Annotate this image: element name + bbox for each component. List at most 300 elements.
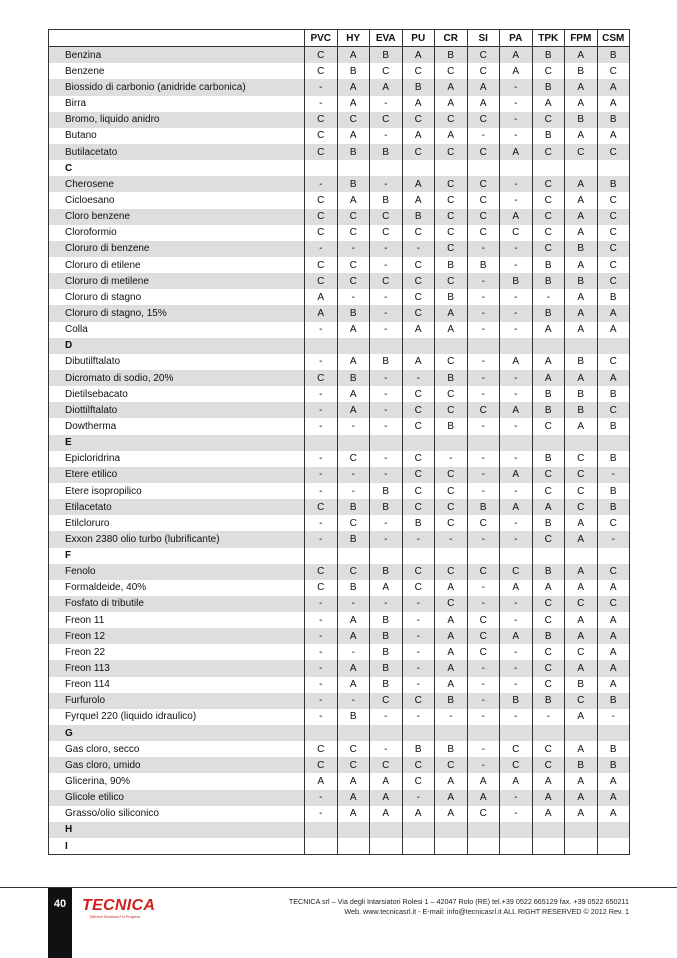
chemical-name: Cloruro di etilene xyxy=(49,257,305,273)
rating-pu: C xyxy=(402,112,435,128)
rating-pu: - xyxy=(402,709,435,725)
chemical-name: Glicerina, 90% xyxy=(49,773,305,789)
rating-csm: C xyxy=(597,225,630,241)
rating-hy: C xyxy=(337,451,370,467)
rating-fpm: A xyxy=(565,370,598,386)
empty-cell xyxy=(305,160,338,176)
rating-cr: A xyxy=(435,580,468,596)
rating-pa: A xyxy=(500,144,533,160)
rating-pvc: A xyxy=(305,289,338,305)
rating-si: - xyxy=(467,128,500,144)
rating-pvc: - xyxy=(305,515,338,531)
table-row xyxy=(49,273,630,289)
rating-cr: A xyxy=(435,96,468,112)
rating-fpm: B xyxy=(565,677,598,693)
rating-csm: C xyxy=(597,354,630,370)
header-tpk: TPK xyxy=(532,30,565,47)
rating-csm: A xyxy=(597,644,630,660)
rating-pa: B xyxy=(500,693,533,709)
rating-tpk: A xyxy=(532,499,565,515)
rating-cr: C xyxy=(435,515,468,531)
rating-pvc: - xyxy=(305,79,338,95)
rating-tpk: B xyxy=(532,451,565,467)
rating-hy: A xyxy=(337,790,370,806)
rating-tpk: C xyxy=(532,483,565,499)
header-cr: CR xyxy=(435,30,468,47)
rating-eva: B xyxy=(370,628,403,644)
empty-cell xyxy=(435,838,468,855)
rating-fpm: B xyxy=(565,273,598,289)
empty-cell xyxy=(402,160,435,176)
table-row xyxy=(49,144,630,160)
empty-cell xyxy=(597,822,630,838)
rating-fpm: C xyxy=(565,693,598,709)
rating-csm: A xyxy=(597,322,630,338)
rating-fpm: A xyxy=(565,531,598,547)
rating-si: C xyxy=(467,209,500,225)
table-row xyxy=(49,209,630,225)
empty-cell xyxy=(305,548,338,564)
rating-pa: - xyxy=(500,128,533,144)
rating-pvc: - xyxy=(305,693,338,709)
rating-pu: B xyxy=(402,79,435,95)
empty-cell xyxy=(467,160,500,176)
empty-cell xyxy=(435,338,468,354)
header-fpm: FPM xyxy=(565,30,598,47)
rating-si: A xyxy=(467,773,500,789)
rating-pu: B xyxy=(402,741,435,757)
rating-pvc: - xyxy=(305,531,338,547)
table-row xyxy=(49,644,630,660)
rating-fpm: A xyxy=(565,305,598,321)
rating-pu: C xyxy=(402,693,435,709)
rating-pa: C xyxy=(500,741,533,757)
rating-cr: B xyxy=(435,289,468,305)
empty-cell xyxy=(337,548,370,564)
empty-cell xyxy=(337,338,370,354)
rating-si: - xyxy=(467,467,500,483)
rating-csm: B xyxy=(597,757,630,773)
rating-fpm: B xyxy=(565,402,598,418)
rating-cr: C xyxy=(435,273,468,289)
rating-pvc: - xyxy=(305,402,338,418)
rating-cr: C xyxy=(435,241,468,257)
rating-eva: - xyxy=(370,386,403,402)
rating-pvc: - xyxy=(305,96,338,112)
rating-si: - xyxy=(467,370,500,386)
section-letter: G xyxy=(49,725,305,741)
rating-pa: - xyxy=(500,418,533,434)
rating-tpk: C xyxy=(532,596,565,612)
rating-pu: A xyxy=(402,354,435,370)
empty-cell xyxy=(435,435,468,451)
rating-pvc: - xyxy=(305,709,338,725)
rating-pa: A xyxy=(500,47,533,64)
rating-pvc: C xyxy=(305,63,338,79)
section-letter-row xyxy=(49,435,630,451)
empty-cell xyxy=(435,548,468,564)
rating-si: - xyxy=(467,677,500,693)
header-eva: EVA xyxy=(370,30,403,47)
rating-tpk: C xyxy=(532,612,565,628)
rating-pa: - xyxy=(500,289,533,305)
rating-fpm: A xyxy=(565,192,598,208)
rating-pvc: - xyxy=(305,176,338,192)
rating-eva: B xyxy=(370,499,403,515)
rating-eva: B xyxy=(370,660,403,676)
table-row xyxy=(49,128,630,144)
rating-fpm: A xyxy=(565,96,598,112)
chemical-name: Cloruro di benzene xyxy=(49,241,305,257)
rating-si: - xyxy=(467,709,500,725)
rating-si: C xyxy=(467,192,500,208)
rating-pu: C xyxy=(402,451,435,467)
chemical-name: Freon 11 xyxy=(49,612,305,628)
rating-cr: C xyxy=(435,63,468,79)
rating-si: - xyxy=(467,418,500,434)
rating-pu: A xyxy=(402,322,435,338)
rating-cr: A xyxy=(435,677,468,693)
section-letter: I xyxy=(49,838,305,855)
rating-cr: C xyxy=(435,402,468,418)
rating-tpk: C xyxy=(532,644,565,660)
rating-tpk: A xyxy=(532,322,565,338)
rating-si: A xyxy=(467,79,500,95)
rating-hy: A xyxy=(337,612,370,628)
rating-hy: A xyxy=(337,96,370,112)
rating-csm: B xyxy=(597,451,630,467)
table-row xyxy=(49,580,630,596)
rating-cr: A xyxy=(435,773,468,789)
empty-cell xyxy=(337,725,370,741)
rating-si: - xyxy=(467,305,500,321)
rating-csm: A xyxy=(597,79,630,95)
rating-fpm: A xyxy=(565,564,598,580)
rating-csm: C xyxy=(597,257,630,273)
rating-eva: - xyxy=(370,451,403,467)
table-row xyxy=(49,322,630,338)
rating-csm: B xyxy=(597,47,630,64)
rating-cr: C xyxy=(435,112,468,128)
rating-hy: B xyxy=(337,499,370,515)
rating-hy: C xyxy=(337,209,370,225)
rating-hy: A xyxy=(337,628,370,644)
rating-pu: C xyxy=(402,289,435,305)
rating-fpm: C xyxy=(565,483,598,499)
table-row xyxy=(49,628,630,644)
rating-tpk: B xyxy=(532,305,565,321)
rating-csm: C xyxy=(597,63,630,79)
svg-text:Efficient Solutions For Progre: Efficient Solutions For Progress xyxy=(90,915,141,919)
rating-fpm: A xyxy=(565,580,598,596)
rating-csm: A xyxy=(597,628,630,644)
rating-tpk: C xyxy=(532,209,565,225)
table-row xyxy=(49,693,630,709)
rating-fpm: A xyxy=(565,47,598,64)
rating-pa: - xyxy=(500,192,533,208)
rating-pu: A xyxy=(402,192,435,208)
chemical-name: Biossido di carbonio (anidride carbonica) xyxy=(49,79,305,95)
rating-cr: B xyxy=(435,418,468,434)
rating-tpk: B xyxy=(532,402,565,418)
chemical-name: Fyrquel 220 (liquido idraulico) xyxy=(49,709,305,725)
empty-cell xyxy=(532,548,565,564)
rating-hy: A xyxy=(337,322,370,338)
rating-eva: C xyxy=(370,63,403,79)
empty-cell xyxy=(532,435,565,451)
rating-fpm: A xyxy=(565,322,598,338)
rating-csm: - xyxy=(597,709,630,725)
rating-pu: - xyxy=(402,644,435,660)
rating-csm: A xyxy=(597,790,630,806)
rating-hy: C xyxy=(337,257,370,273)
rating-pu: - xyxy=(402,241,435,257)
rating-tpk: C xyxy=(532,418,565,434)
rating-pvc: - xyxy=(305,677,338,693)
empty-cell xyxy=(500,160,533,176)
empty-cell xyxy=(532,838,565,855)
rating-eva: A xyxy=(370,790,403,806)
rating-fpm: B xyxy=(565,63,598,79)
rating-pvc: C xyxy=(305,580,338,596)
rating-csm: C xyxy=(597,144,630,160)
rating-eva: B xyxy=(370,47,403,64)
rating-fpm: A xyxy=(565,709,598,725)
empty-cell xyxy=(435,160,468,176)
rating-pu: A xyxy=(402,96,435,112)
rating-fpm: C xyxy=(565,144,598,160)
rating-si: - xyxy=(467,241,500,257)
rating-csm: C xyxy=(597,564,630,580)
empty-cell xyxy=(402,548,435,564)
table-row xyxy=(49,47,630,64)
rating-cr: B xyxy=(435,47,468,64)
empty-cell xyxy=(370,435,403,451)
rating-tpk: B xyxy=(532,628,565,644)
rating-cr: A xyxy=(435,128,468,144)
rating-pu: A xyxy=(402,806,435,822)
rating-pvc: - xyxy=(305,467,338,483)
tecnica-logo xyxy=(80,895,170,921)
rating-si: C xyxy=(467,225,500,241)
footer-address-line: TECNICA srl – Via degli Intarsiatori Rolesi 1 – 42047 Rolo (RE) tel.+39 0522 665129 fax. +39 0522 650211 xyxy=(288,897,629,906)
rating-csm: A xyxy=(597,128,630,144)
rating-tpk: B xyxy=(532,564,565,580)
rating-hy: A xyxy=(337,660,370,676)
chemical-name: Benzina xyxy=(49,47,305,64)
rating-pu: - xyxy=(402,677,435,693)
rating-csm: A xyxy=(597,370,630,386)
rating-eva: C xyxy=(370,273,403,289)
rating-pa: - xyxy=(500,257,533,273)
rating-csm: B xyxy=(597,741,630,757)
rating-pu: C xyxy=(402,757,435,773)
empty-cell xyxy=(370,160,403,176)
rating-fpm: B xyxy=(565,241,598,257)
compatibility-table-container xyxy=(48,29,629,855)
rating-pa: A xyxy=(500,354,533,370)
rating-cr: C xyxy=(435,209,468,225)
rating-pa: A xyxy=(500,628,533,644)
rating-pa: A xyxy=(500,773,533,789)
rating-eva: - xyxy=(370,709,403,725)
rating-fpm: A xyxy=(565,128,598,144)
rating-fpm: A xyxy=(565,209,598,225)
empty-cell xyxy=(370,838,403,855)
rating-csm: A xyxy=(597,305,630,321)
rating-eva: B xyxy=(370,644,403,660)
rating-pu: A xyxy=(402,176,435,192)
rating-si: B xyxy=(467,499,500,515)
rating-pa: A xyxy=(500,63,533,79)
rating-pa: - xyxy=(500,612,533,628)
table-row xyxy=(49,354,630,370)
rating-tpk: C xyxy=(532,757,565,773)
rating-cr: A xyxy=(435,612,468,628)
rating-si: C xyxy=(467,47,500,64)
rating-pa: - xyxy=(500,483,533,499)
rating-csm: A xyxy=(597,612,630,628)
rating-tpk: A xyxy=(532,790,565,806)
rating-cr: A xyxy=(435,660,468,676)
chemical-name: Fosfato di tributile xyxy=(49,596,305,612)
table-row xyxy=(49,241,630,257)
rating-csm: C xyxy=(597,192,630,208)
rating-pu: C xyxy=(402,773,435,789)
rating-hy: - xyxy=(337,289,370,305)
rating-cr: C xyxy=(435,483,468,499)
table-row xyxy=(49,612,630,628)
rating-eva: A xyxy=(370,79,403,95)
rating-hy: B xyxy=(337,370,370,386)
rating-eva: C xyxy=(370,693,403,709)
chemical-name: Benzene xyxy=(49,63,305,79)
rating-pa: - xyxy=(500,176,533,192)
empty-cell xyxy=(370,725,403,741)
rating-cr: B xyxy=(435,741,468,757)
empty-cell xyxy=(337,160,370,176)
rating-eva: - xyxy=(370,741,403,757)
rating-hy: A xyxy=(337,806,370,822)
rating-tpk: B xyxy=(532,79,565,95)
rating-csm: A xyxy=(597,660,630,676)
rating-pu: C xyxy=(402,225,435,241)
rating-csm: B xyxy=(597,386,630,402)
rating-tpk: C xyxy=(532,677,565,693)
rating-pvc: C xyxy=(305,257,338,273)
table-row xyxy=(49,677,630,693)
rating-si: - xyxy=(467,322,500,338)
rating-cr: A xyxy=(435,644,468,660)
rating-cr: C xyxy=(435,354,468,370)
rating-eva: B xyxy=(370,144,403,160)
rating-pu: C xyxy=(402,63,435,79)
table-row xyxy=(49,96,630,112)
rating-fpm: A xyxy=(565,176,598,192)
chemical-name: Fenolo xyxy=(49,564,305,580)
empty-cell xyxy=(500,435,533,451)
table-row xyxy=(49,741,630,757)
rating-eva: - xyxy=(370,305,403,321)
rating-eva: B xyxy=(370,354,403,370)
chemical-name: Furfurolo xyxy=(49,693,305,709)
rating-pa: - xyxy=(500,596,533,612)
rating-csm: C xyxy=(597,515,630,531)
rating-pvc: C xyxy=(305,741,338,757)
rating-pa: - xyxy=(500,709,533,725)
rating-pvc: C xyxy=(305,225,338,241)
rating-csm: C xyxy=(597,402,630,418)
empty-cell xyxy=(597,725,630,741)
rating-eva: B xyxy=(370,564,403,580)
empty-cell xyxy=(435,822,468,838)
table-row xyxy=(49,596,630,612)
header-name-cell xyxy=(49,30,305,47)
rating-hy: B xyxy=(337,176,370,192)
rating-pvc: - xyxy=(305,354,338,370)
rating-tpk: A xyxy=(532,96,565,112)
rating-pvc: - xyxy=(305,241,338,257)
table-row xyxy=(49,660,630,676)
table-row xyxy=(49,225,630,241)
rating-fpm: C xyxy=(565,467,598,483)
rating-tpk: C xyxy=(532,144,565,160)
chemical-name: Colla xyxy=(49,322,305,338)
chemical-name: Epicloridrina xyxy=(49,451,305,467)
rating-si: - xyxy=(467,757,500,773)
rating-fpm: A xyxy=(565,806,598,822)
rating-pa: - xyxy=(500,451,533,467)
rating-tpk: C xyxy=(532,660,565,676)
rating-csm: B xyxy=(597,176,630,192)
section-letter-row xyxy=(49,838,630,855)
header-si: SI xyxy=(467,30,500,47)
page-number: 40 xyxy=(53,898,67,910)
rating-pa: - xyxy=(500,531,533,547)
rating-pu: C xyxy=(402,418,435,434)
rating-si: - xyxy=(467,531,500,547)
rating-tpk: C xyxy=(532,225,565,241)
empty-cell xyxy=(402,822,435,838)
empty-cell xyxy=(305,725,338,741)
rating-pvc: C xyxy=(305,112,338,128)
rating-eva: C xyxy=(370,757,403,773)
rating-pa: C xyxy=(500,757,533,773)
rating-pvc: C xyxy=(305,564,338,580)
rating-hy: A xyxy=(337,128,370,144)
rating-fpm: A xyxy=(565,289,598,305)
empty-cell xyxy=(532,338,565,354)
rating-si: - xyxy=(467,273,500,289)
footer-divider xyxy=(0,887,677,888)
chemical-name: Cloro benzene xyxy=(49,209,305,225)
table-row xyxy=(49,467,630,483)
rating-fpm: A xyxy=(565,660,598,676)
empty-cell xyxy=(532,160,565,176)
chemical-compatibility-table xyxy=(48,29,630,855)
rating-pu: C xyxy=(402,483,435,499)
empty-cell xyxy=(305,338,338,354)
rating-si: C xyxy=(467,806,500,822)
rating-tpk: A xyxy=(532,580,565,596)
table-row xyxy=(49,305,630,321)
empty-cell xyxy=(597,548,630,564)
rating-si: C xyxy=(467,402,500,418)
rating-pa: - xyxy=(500,241,533,257)
chemical-name: Freon 113 xyxy=(49,660,305,676)
rating-si: A xyxy=(467,96,500,112)
rating-pu: - xyxy=(402,612,435,628)
